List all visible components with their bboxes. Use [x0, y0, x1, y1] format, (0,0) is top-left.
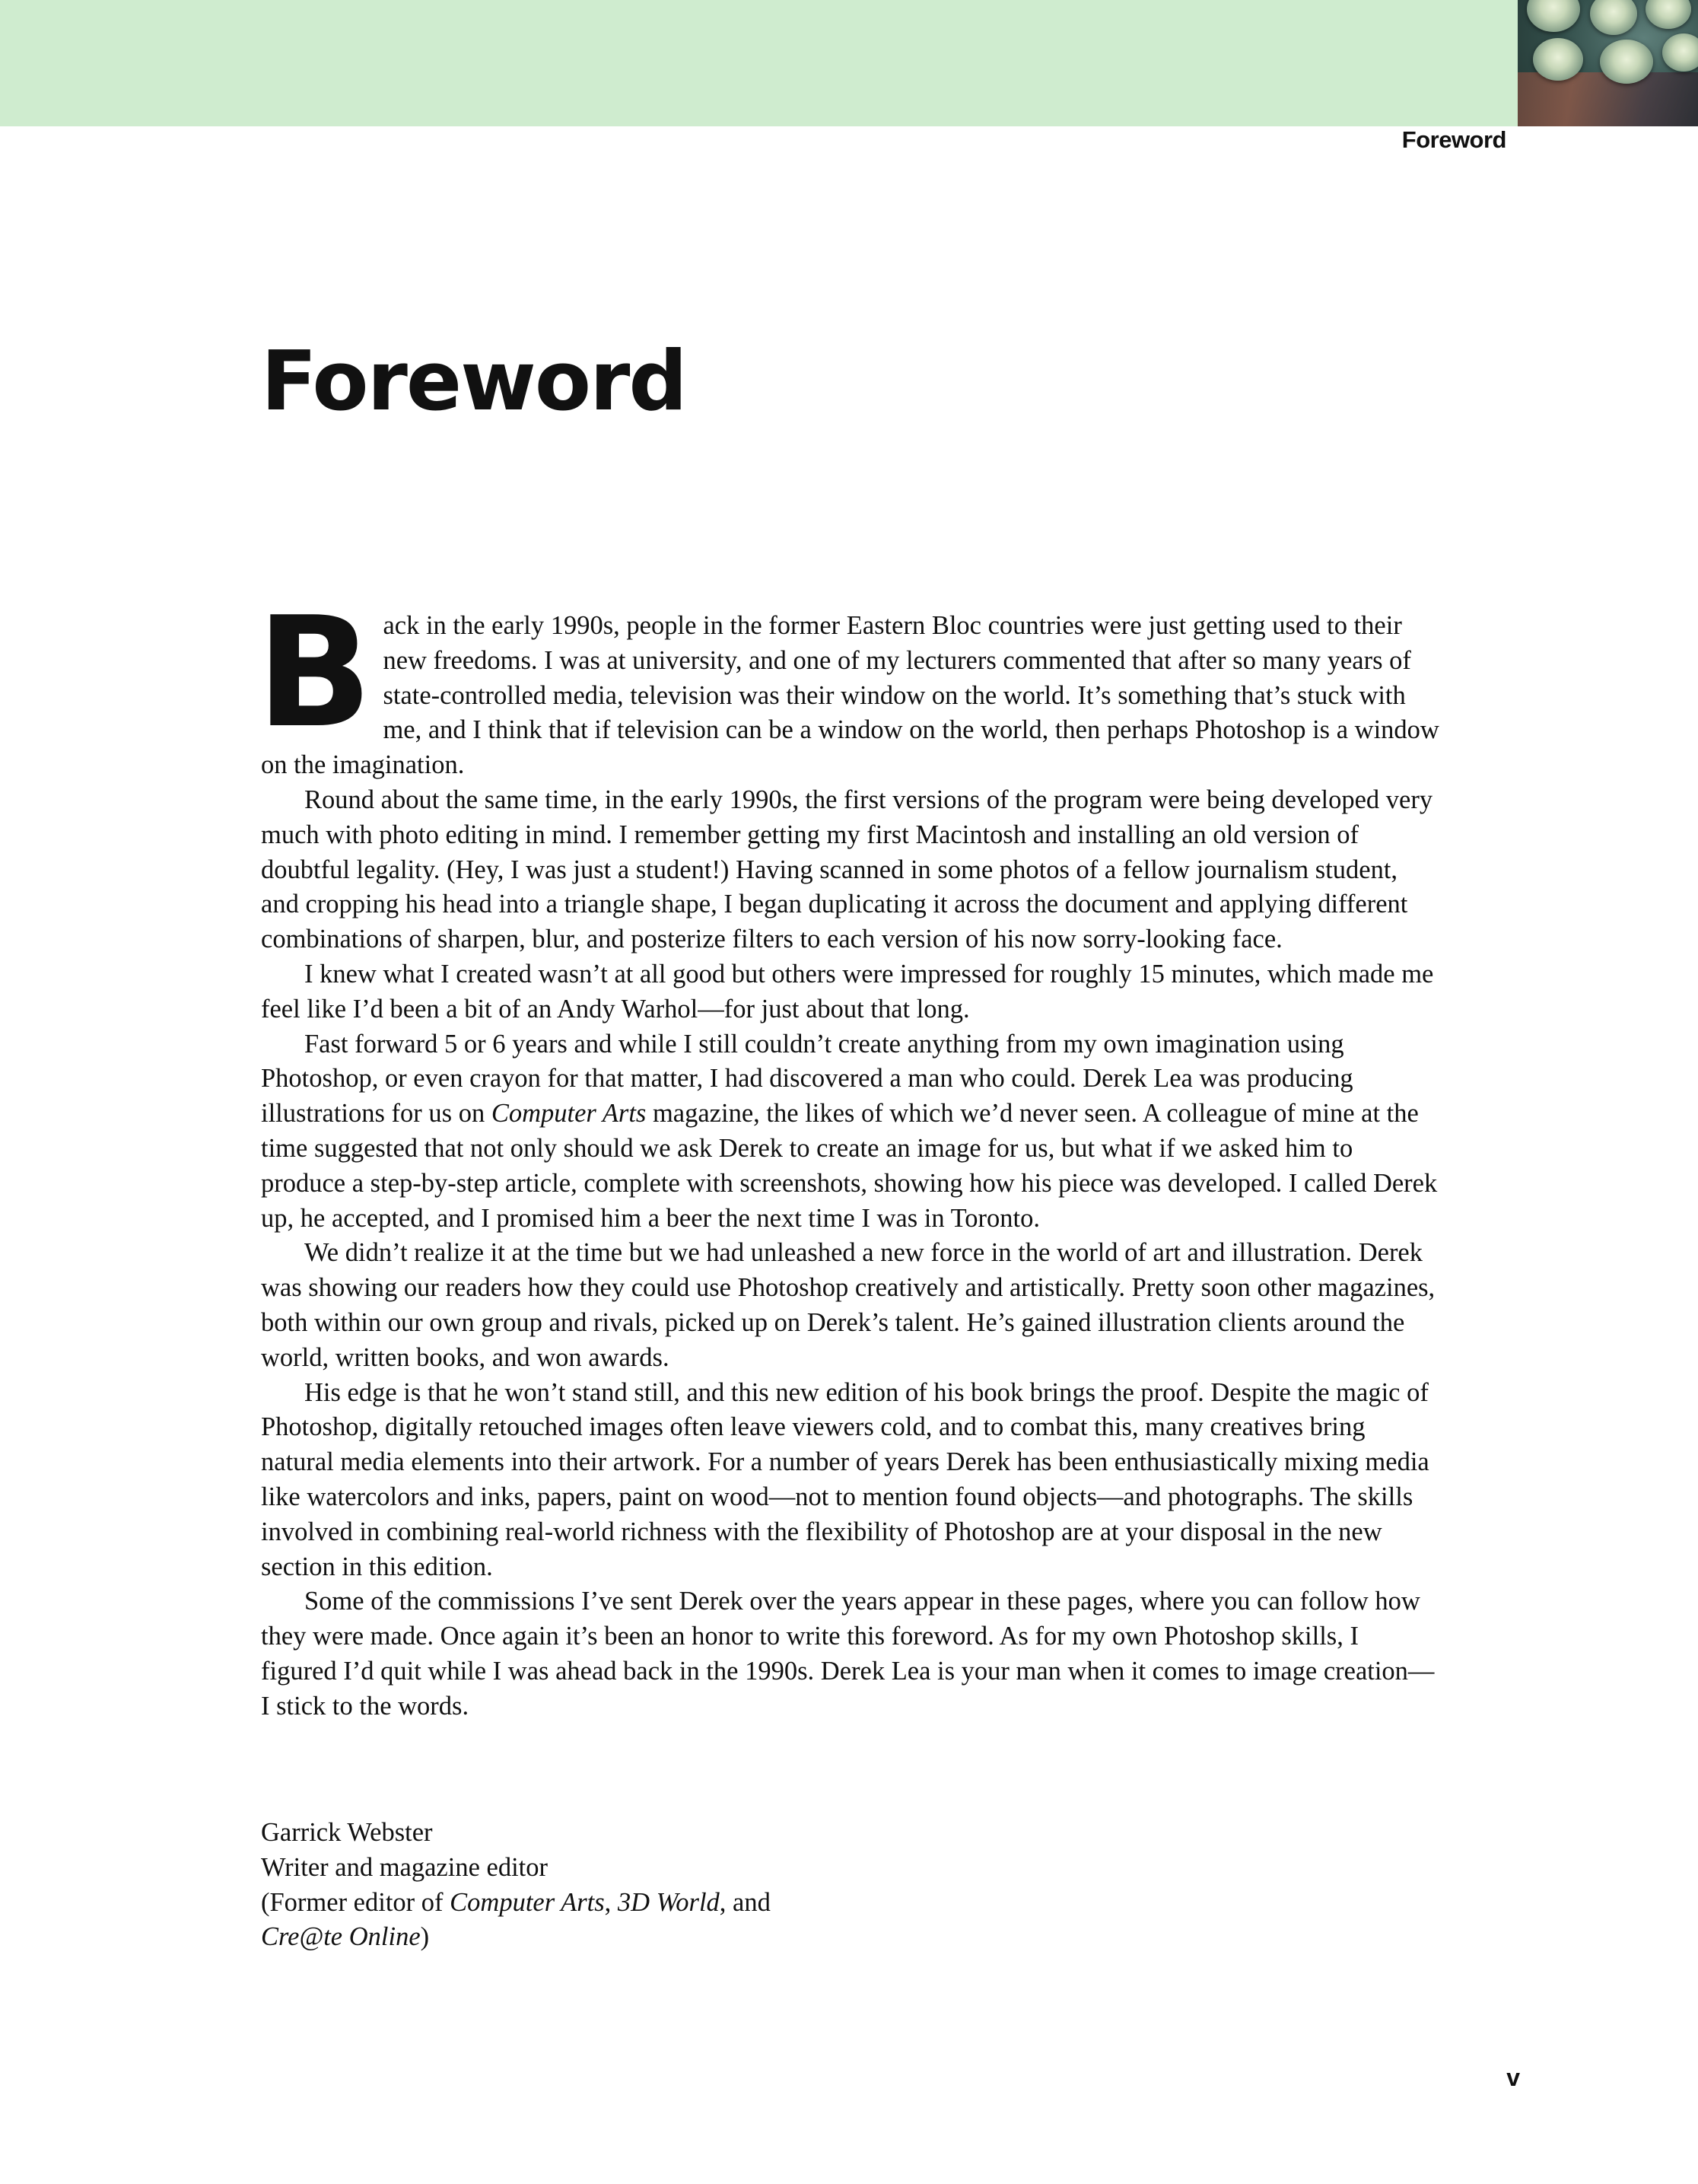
paragraph: We didn’t realize it at the time but we had unleashed a new force in the world of art and illustration. Derek was showing our readers how they could use Photoshop creatively and artistically. Pretty soon other magazines, both within our own group and rivals, picked up on Derek’s talent. He’s gained illustration clients around the world, written books, and won awards. [261, 1238, 1436, 1372]
publication-title: 3D World [617, 1887, 720, 1917]
page-number: v [1506, 2064, 1520, 2091]
paragraph: His edge is that he won’t stand still, and this new edition of his book brings the proof. Despite the magic of Photoshop, digitally retouched images often leave viewers cold, and to combat this, many creatives bring natural media elements into their artwork. For a number of years Derek has been enthusiastically mixing media like watercolors and inks, papers, paint on wood—not to mention found objects—and photographs. The skills involved in combining real-world richness with the flexibility of Photoshop are at your disposal in the new section in this edition. [261, 1377, 1429, 1581]
running-head: Foreword [1401, 126, 1506, 153]
credits-prefix: (Former editor of [261, 1887, 450, 1917]
publication-title: Cre@te Online [261, 1922, 421, 1952]
paragraph-text: magazine, the likes of which we’d never seen. A colleague of mine at the time suggested that not only should we ask Derek to create an image for us, but what if we asked him to produce a step-by-step article, complete with screenshots, showing how his piece was developed. I called Derek up, he accepted, and I promised him a beer the next time I was in Toronto. [261, 1099, 1438, 1233]
paragraph [261, 1027, 1440, 1237]
credits-separator: , [604, 1887, 618, 1917]
header-color-band [0, 0, 1518, 126]
publication-title: Computer Arts [491, 1099, 647, 1129]
photo-sucker [1600, 40, 1653, 84]
chapter-title: Foreword [261, 334, 686, 429]
foreword-body [256, 584, 1440, 1724]
signature-block [261, 1816, 771, 1955]
paragraph [256, 584, 1440, 783]
credits-separator: , and [719, 1887, 771, 1917]
paragraph: I knew what I created wasn’t at all good but others were impressed for roughly 15 minutes, which made me feel like I’d been a bit of an Andy Warhol—for just about that long. [261, 959, 1434, 1024]
paragraph-text: ack in the early 1990s, people in the former Eastern Bloc countries were just getting used to their new freedoms. I was at university, and one of my lecturers commented that after so many years of state-controlled media, television was their window on the world. It’s something that’s stuck with me, and I think that if television can be a window on the world, then perhaps Photoshop is a window on the imagination. [261, 611, 1439, 780]
paragraph-text: Fast forward 5 or 6 years and while I still couldn’t create anything from my own imagination using Photoshop, or even crayon for that matter, I had discovered a man who could. Derek Lea was producing illustrations for us on [261, 1029, 1353, 1129]
paragraph: Some of the commissions I’ve sent Derek over the years appear in these pages, where you can follow how they were made. Once again it’s been an honor to write this foreword. As for my own Photoshop skills, I figured I’d quit while I was ahead back in the 1990s. Derek Lea is your man when it comes to image creation—I stick to the words. [261, 1587, 1435, 1721]
publication-title: Computer Arts [450, 1887, 605, 1917]
photo-sucker [1533, 38, 1583, 81]
credits-close: ) [420, 1922, 430, 1952]
author-credits-cont [261, 1920, 771, 1955]
photo-sucker [1590, 0, 1637, 35]
author-name: Garrick Webster [261, 1818, 433, 1847]
author-credits [261, 1886, 771, 1921]
photo-sucker [1527, 0, 1580, 32]
author-role: Writer and magazine editor [261, 1852, 548, 1882]
paragraph: Round about the same time, in the early 1990s, the first versions of the program were being developed very much with photo editing in mind. I remember getting my first Macintosh and installing an old version of doubtful legality. (Hey, I was just a student!) Having scanned in some photos of a fellow journalism student, and cropping his head into a triangle shape, I began duplicating it across the document and applying different combinations of sharpen, blur, and posterize filters to each version of his now sorry-looking face. [261, 785, 1433, 954]
octopus-tentacle-photo-icon [1518, 0, 1698, 126]
photo-flesh-area [1518, 72, 1698, 126]
photo-sucker [1646, 0, 1691, 29]
photo-sucker [1662, 33, 1698, 72]
drop-cap: B [256, 584, 370, 762]
